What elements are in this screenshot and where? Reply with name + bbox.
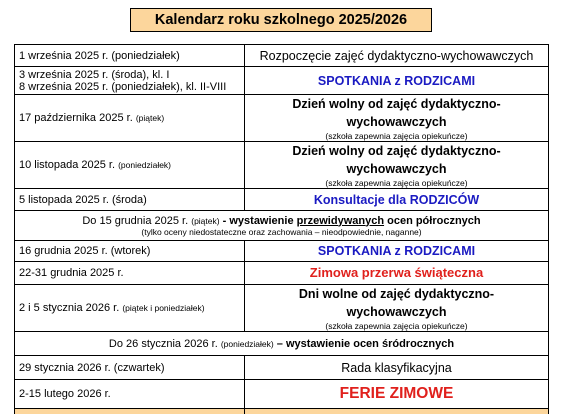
event-cell <box>245 95 549 142</box>
date-line: 3 września 2025 r. (środa), kl. I <box>19 69 240 81</box>
date-text: 17 października 2025 r. <box>19 112 133 124</box>
notice-date: Do 26 stycznia 2026 r. <box>109 338 218 350</box>
event-cell <box>245 262 549 285</box>
event-text: FERIE ZIMOWE <box>340 385 454 402</box>
cutoff-cell <box>245 409 549 414</box>
table-row <box>15 262 549 285</box>
event-text: Dzień wolny od zajęć dydaktyczno-wychowawczych <box>292 144 500 176</box>
date-cell <box>15 142 245 189</box>
date-cell: 5 listopada 2025 r. (środa) <box>15 189 245 211</box>
notice-date: Do 15 grudnia 2025 r. <box>82 215 188 227</box>
table-row <box>15 142 549 189</box>
date-cell: 16 grudnia 2025 r. (wtorek) <box>15 241 245 262</box>
calendar-title <box>130 8 432 32</box>
cutoff-cell <box>15 409 245 414</box>
date-day: (piątek) <box>136 113 164 123</box>
date-cell <box>15 285 245 332</box>
event-text: Rada klasyfikacyjna <box>341 361 451 375</box>
date-text: 2 i 5 stycznia 2026 r. <box>19 302 119 314</box>
event-cell <box>245 45 549 67</box>
table-row <box>15 189 549 211</box>
table-row <box>15 95 549 142</box>
calendar-title-text: Kalendarz roku szkolnego 2025/2026 <box>155 12 407 28</box>
table-row <box>15 285 549 332</box>
notice-object: ocen półrocznych <box>387 215 481 227</box>
event-cell <box>245 380 549 409</box>
table-row <box>15 332 549 356</box>
notice-day: (piątek) <box>191 216 219 226</box>
event-text: SPOTKANIA z RODZICAMI <box>318 244 475 258</box>
calendar-table <box>14 44 549 414</box>
event-cell <box>245 241 549 262</box>
event-text: Konsultacje dla RODZICÓW <box>314 193 479 207</box>
table-row <box>15 45 549 67</box>
date-text: 10 listopada 2025 r. <box>19 159 115 171</box>
full-width-cell <box>15 211 549 241</box>
notice-action: – wystawienie ocen śródrocznych <box>277 338 454 350</box>
date-day: (piątek i poniedziałek) <box>122 303 204 313</box>
table-row <box>15 211 549 241</box>
full-width-cell <box>15 332 549 356</box>
table-row <box>15 380 549 409</box>
event-cell <box>245 356 549 380</box>
event-cell <box>245 189 549 211</box>
event-text: Rozpoczęcie zajęć dydaktyczno-wychowawczych <box>260 49 534 63</box>
event-text: Dzień wolny od zajęć dydaktyczno-wychowawczych <box>292 97 500 129</box>
table-row <box>15 67 549 95</box>
event-text: Dni wolne od zajęć dydaktyczno-wychowawczych <box>299 287 494 319</box>
date-cell: 1 września 2025 r. (poniedziałek) <box>15 45 245 67</box>
event-cell <box>245 142 549 189</box>
event-cell <box>245 67 549 95</box>
event-subtext: (szkoła zapewnia zajęcia opiekuńcze) <box>249 321 544 331</box>
date-day: (poniedziałek) <box>118 160 171 170</box>
date-line: 8 września 2025 r. (poniedziałek), kl. II-VIII <box>19 81 240 93</box>
notice-action: - wystawienie <box>223 215 294 227</box>
table-row <box>15 356 549 380</box>
event-cell <box>245 285 549 332</box>
table-row-cutoff <box>15 409 549 414</box>
event-subtext: (szkoła zapewnia zajęcia opiekuńcze) <box>249 178 544 188</box>
event-text: SPOTKANIA z RODZICAMI <box>318 74 475 88</box>
date-cell: 22-31 grudnia 2025 r. <box>15 262 245 285</box>
event-text: Zimowa przerwa świąteczna <box>310 265 483 280</box>
date-cell: 2-15 lutego 2026 r. <box>15 380 245 409</box>
table-row <box>15 241 549 262</box>
notice-day: (poniedziałek) <box>221 339 274 349</box>
date-cell: 29 stycznia 2026 r. (czwartek) <box>15 356 245 380</box>
notice-emphasis: przewidywanych <box>297 215 384 227</box>
event-subtext: (szkoła zapewnia zajęcia opiekuńcze) <box>249 131 544 141</box>
notice-note: (tylko oceny niedostateczne oraz zachowania – nieodpowiednie, naganne) <box>19 227 544 237</box>
date-cell <box>15 95 245 142</box>
date-cell <box>15 67 245 95</box>
